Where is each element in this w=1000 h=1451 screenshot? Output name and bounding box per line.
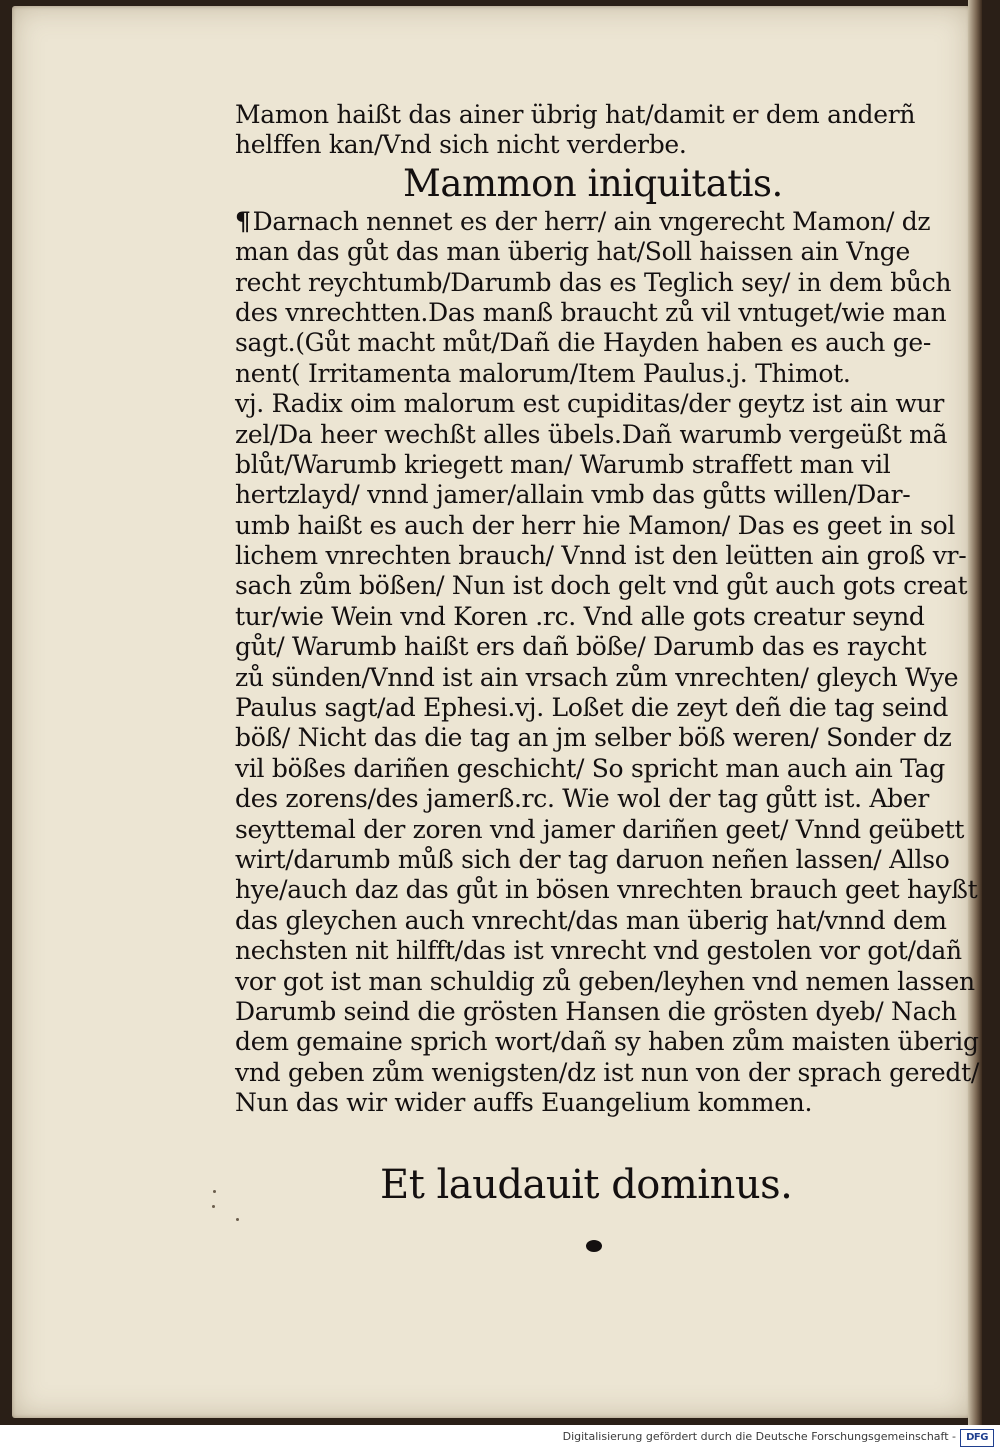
text-line-content: dem gemaine sprich wort/dañ sy haben zům maisten überig [235, 1027, 979, 1057]
text-line [235, 268, 955, 298]
text-line-content: nechsten nit hilfft/das ist vnrecht vnd gestolen vor got/dañ [235, 936, 962, 966]
paper-speck [212, 1205, 215, 1208]
text-line-content: zel/Da heer wechßt alles übels.Dañ warumb vergeüßt mã [235, 419, 948, 449]
dfg-logo: DFG [960, 1429, 994, 1447]
text-line-content: blůt/Warumb kriegett man/ Warumb straffett man vil [235, 449, 891, 479]
pilcrow-mark: ¶ [235, 206, 251, 236]
text-line [235, 875, 978, 905]
text-line [235, 511, 955, 541]
text-line-content: umb haißt es auch der herr hie Mamon/ Das es geet in sol [235, 510, 956, 540]
text-line [235, 450, 955, 480]
text-line-content: lichem vnrechten brauch/ Vnnd ist den leütten ain groß vr- [235, 541, 967, 571]
text-line [235, 966, 975, 997]
footer-bar [0, 1425, 1000, 1451]
text-line-content: zů sünden/Vnnd ist ain vrsach zům vnrechten/ gleych Wye [235, 662, 959, 692]
text-line: helffen kan/Vnd sich nicht verderbe. [235, 130, 687, 160]
text-line-content: vil bößes dariñen geschicht/ So spricht man auch ain Tag [235, 753, 945, 783]
text-line [235, 420, 955, 450]
text-line [235, 754, 955, 784]
text-line [235, 1057, 979, 1088]
text-line-content: des zorens/des jamerß.rc. Wie wol der tag gůtt ist. Aber [235, 784, 929, 814]
text-line [235, 389, 955, 419]
paper-speck [236, 1218, 239, 1221]
text-line-content: Darumb seind die grösten Hansen die grösten dyeb/ Nach [235, 996, 957, 1026]
text-line [235, 328, 955, 358]
text-line [235, 298, 955, 328]
text-line [235, 997, 955, 1027]
text-line [235, 662, 959, 693]
paper-speck [213, 1190, 216, 1193]
ornament-dot [586, 1240, 602, 1252]
text-line-content: man das gůt das man überig hat/Soll haissen ain Vnge [235, 237, 910, 267]
closing-heading: Et laudauit dominus. [380, 1162, 793, 1208]
text-line-content: Darnach nennet es der herr/ ain vngerecht Mamon/ dz [252, 206, 931, 236]
text-line [235, 936, 962, 966]
text-line [235, 723, 955, 753]
text-line [235, 845, 955, 875]
text-line-content: Nun das wir wider auffs Euangelium kommen. [235, 1088, 813, 1118]
section-heading: Mammon iniquitatis. [403, 161, 783, 205]
text-line [235, 632, 955, 662]
text-line-content: sach zům bößen/ Nun ist doch gelt vnd gůt auch gots creat [235, 571, 968, 601]
text-line [235, 602, 955, 632]
text-line [235, 814, 965, 845]
text-line-content: tur/wie Wein vnd Koren .rc. Vnd alle gots creatur seynd [235, 601, 925, 631]
text-line-content: vor got ist man schuldig zů geben/leyhen vnd nemen lassen [235, 966, 975, 996]
text-line-content: gůt/ Warumb haißt ers dañ böße/ Darumb das es raycht [235, 632, 927, 662]
text-line-content: recht reychtumb/Darumb das es Teglich sey/ in dem bůch [235, 267, 952, 297]
text-line [235, 480, 955, 510]
text-line [235, 784, 955, 814]
text-line-content: vj. Radix oim malorum est cupiditas/der geytz ist ain wur [235, 389, 944, 419]
text-line-content: vnd geben zům wenigsten/dz ist nun von der sprach geredt/ [235, 1057, 979, 1087]
text-line: Mamon haißt das ainer übrig hat/damit er dem anderñ [235, 100, 916, 129]
footer-credit: Digitalisierung gefördert durch die Deutsche Forschungsgemeinschaft - [562, 1430, 956, 1443]
text-line [235, 359, 955, 389]
text-line-content: wirt/darumb můß sich der tag daruon neñen lassen/ Allso [235, 844, 950, 874]
text-line [235, 541, 967, 571]
text-line [235, 693, 955, 723]
text-line-content: Paulus sagt/ad Ephesi.vj. Loßet die zeyt deñ die tag seind [235, 693, 949, 723]
text-line [235, 571, 968, 601]
text-line [235, 1027, 979, 1057]
text-line [235, 906, 955, 936]
text-line-content: seyttemal der zoren vnd jamer dariñen geet/ Vnnd geübett [235, 814, 965, 844]
text-line [235, 1088, 955, 1118]
text-line-content: nent( Irritamenta malorum/Item Paulus.j. Thimot. [235, 358, 851, 388]
text-line-content: des vnrechtten.Das manß braucht zů vil vntuget/wie man [235, 297, 947, 327]
text-line-content: hertzlayd/ vnnd jamer/allain vmb das gůtts willen/Dar- [235, 480, 911, 510]
text-line-content: böß/ Nicht das die tag an jm selber böß weren/ Sonder dz [235, 723, 952, 753]
page-edge [968, 0, 982, 1425]
text-line [235, 237, 955, 267]
text-line-content: hye/auch daz das gůt in bösen vnrechten brauch geet hayßt [235, 875, 978, 905]
text-line [235, 207, 955, 237]
body-text [235, 206, 979, 1119]
text-line-content: das gleychen auch vnrecht/das man überig hat/vnnd dem [235, 905, 947, 935]
text-line-content: sagt.(Gůt macht můt/Dañ die Hayden haben es auch ge- [235, 328, 932, 358]
page-text [235, 100, 979, 1119]
